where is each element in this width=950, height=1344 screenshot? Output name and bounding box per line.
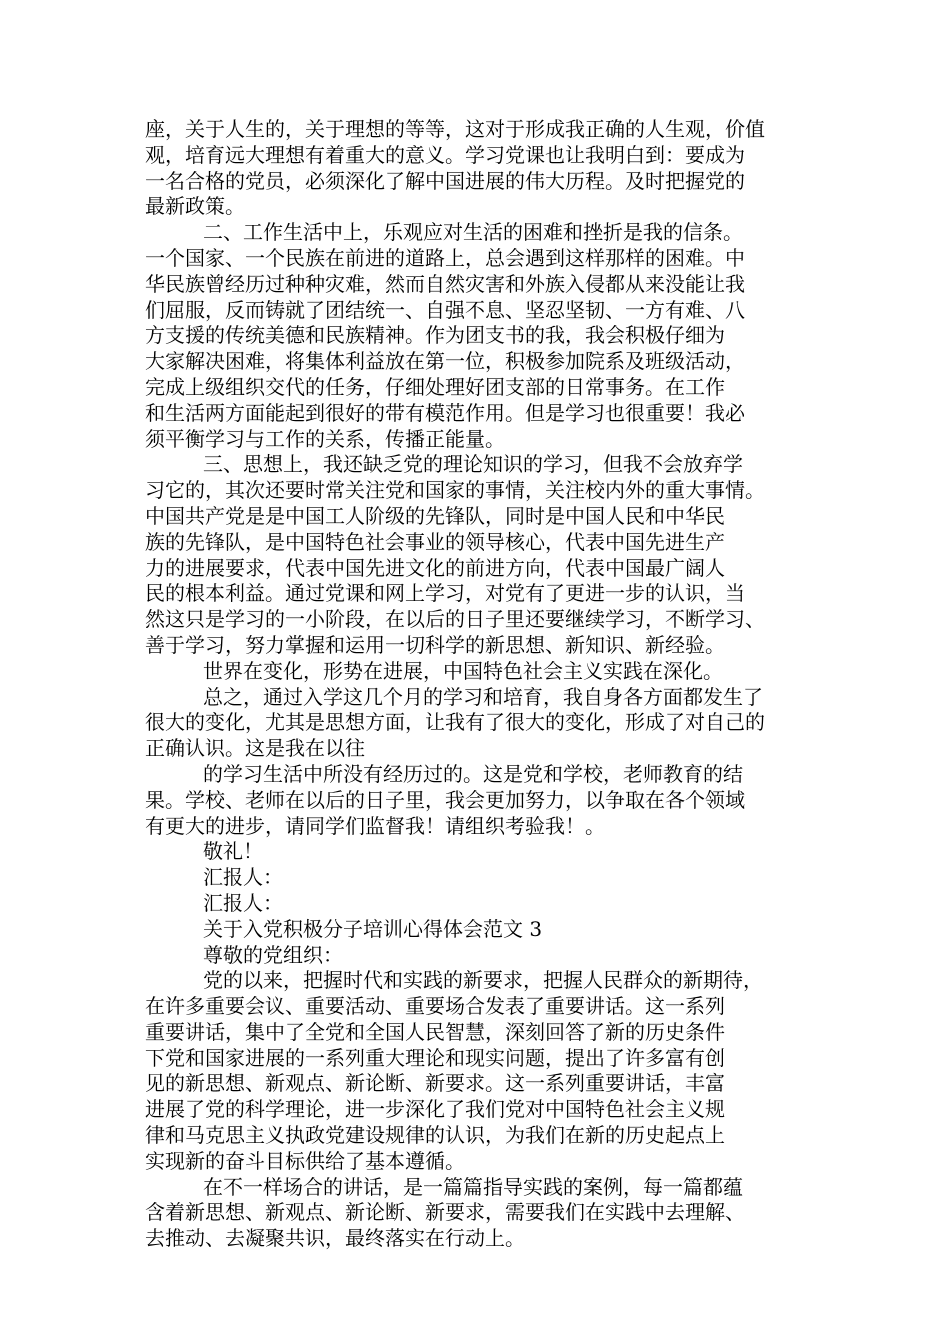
text-line: 力的进展要求，代表中国先进文化的前进方向，代表中国最广阔人 bbox=[145, 555, 725, 580]
text-line: 一名合格的党员，必须深化了解中国进展的伟大历程。及时把握党的 bbox=[145, 168, 745, 193]
text-line: 在不一样场合的讲话，是一篇篇指导实践的案例，每一篇都蕴 bbox=[203, 1174, 743, 1199]
text-line: 须平衡学习与工作的关系，传播正能量。 bbox=[145, 426, 505, 451]
text-line: 去推动、去凝聚共识，最终落实在行动上。 bbox=[145, 1226, 525, 1251]
text-line: 族的先锋队，是中国特色社会事业的领导核心，代表中国先进生产 bbox=[145, 529, 725, 554]
text-line: 一个国家、一个民族在前进的道路上，总会遇到这样那样的困难。中 bbox=[145, 245, 745, 270]
text-line: 二、工作生活中上，乐观应对生活的困难和挫折是我的信条。 bbox=[203, 220, 743, 245]
text-line: 汇报人： bbox=[203, 890, 283, 915]
text-line: 三、思想上，我还缺乏党的理论知识的学习，但我不会放弃学 bbox=[203, 452, 743, 477]
text-line: 总之，通过入学这几个月的学习和培育，我自身各方面都发生了 bbox=[203, 684, 763, 709]
text-line: 果。学校、老师在以后的日子里，我会更加努力，以争取在各个领域 bbox=[145, 787, 745, 812]
text-line: 律和马克思主义执政党建设规律的认识，为我们在新的历史起点上 bbox=[145, 1123, 725, 1148]
text-line: 然这只是学习的一小阶段，在以后的日子里还要继续学习，不断学习、 bbox=[145, 607, 765, 632]
text-line: 们屈服，反而铸就了团结统一、自强不息、坚忍坚韧、一方有难、八 bbox=[145, 297, 745, 322]
text-line: 很大的变化，尤其是思想方面，让我有了很大的变化，形成了对自己的 bbox=[145, 710, 765, 735]
text-line: 进展了党的科学理论，进一步深化了我们党对中国特色社会主义规 bbox=[145, 1097, 725, 1122]
text-line: 见的新思想、新观点、新论断、新要求。这一系列重要讲话，丰富 bbox=[145, 1071, 725, 1096]
text-line: 党的以来，把握时代和实践的新要求，把握人民群众的新期待， bbox=[203, 968, 763, 993]
text-line: 和生活两方面能起到很好的带有模范作用。但是学习也很重要！我必 bbox=[145, 400, 745, 425]
text-line: 下党和国家进展的一系列重大理论和现实问题，提出了许多富有创 bbox=[145, 1045, 725, 1070]
text-line: 重要讲话，集中了全党和全国人民智慧，深刻回答了新的历史条件 bbox=[145, 1019, 725, 1044]
text-line: 观，培育远大理想有着重大的意义。学习党课也让我明白到：要成为 bbox=[145, 142, 745, 167]
text-line: 大家解决困难，将集体利益放在第一位，积极参加院系及班级活动， bbox=[145, 349, 745, 374]
text-line: 汇报人： bbox=[203, 865, 283, 890]
text-line: 正确认识。这是我在以往 bbox=[145, 736, 365, 761]
text-line: 在许多重要会议、重要活动、重要场合发表了重要讲话。这一系列 bbox=[145, 994, 725, 1019]
text-line: 华民族曾经历过种种灾难，然而自然灾害和外族入侵都从来没能让我 bbox=[145, 271, 745, 296]
text-line: 尊敬的党组织： bbox=[203, 942, 343, 967]
text-line: 民的根本利益。通过党课和网上学习，对党有了更进一步的认识，当 bbox=[145, 581, 745, 606]
text-line: 实现新的奋斗目标供给了基本遵循。 bbox=[145, 1148, 465, 1173]
text-line: 习它的，其次还要时常关注党和国家的事情，关注校内外的重大事情。 bbox=[145, 478, 765, 503]
text-line: 敬礼！ bbox=[203, 839, 263, 864]
text-line: 完成上级组织交代的任务，仔细处理好团支部的日常事务。在工作 bbox=[145, 374, 725, 399]
text-line: 关于入党积极分子培训心得体会范文 3 bbox=[203, 916, 543, 941]
text-line: 善于学习，努力掌握和运用一切科学的新思想、新知识、新经验。 bbox=[145, 632, 725, 657]
text-line: 最新政策。 bbox=[145, 194, 245, 219]
document-body bbox=[145, 117, 815, 1252]
text-line: 世界在变化，形势在进展，中国特色社会主义实践在深化。 bbox=[203, 658, 723, 683]
text-line: 方支援的传统美德和民族精神。作为团支书的我，我会积极仔细为 bbox=[145, 323, 725, 348]
text-line: 含着新思想、新观点、新论断、新要求，需要我们在实践中去理解、 bbox=[145, 1200, 745, 1225]
text-line: 中国共产党是是中国工人阶级的先锋队，同时是中国人民和中华民 bbox=[145, 503, 725, 528]
text-line: 有更大的进步，请同学们监督我！请组织考验我！。 bbox=[145, 813, 605, 838]
text-line: 座，关于人生的，关于理想的等等，这对于形成我正确的人生观，价值 bbox=[145, 117, 765, 141]
text-line: 的学习生活中所没有经历过的。这是党和学校，老师教育的结 bbox=[203, 761, 743, 786]
